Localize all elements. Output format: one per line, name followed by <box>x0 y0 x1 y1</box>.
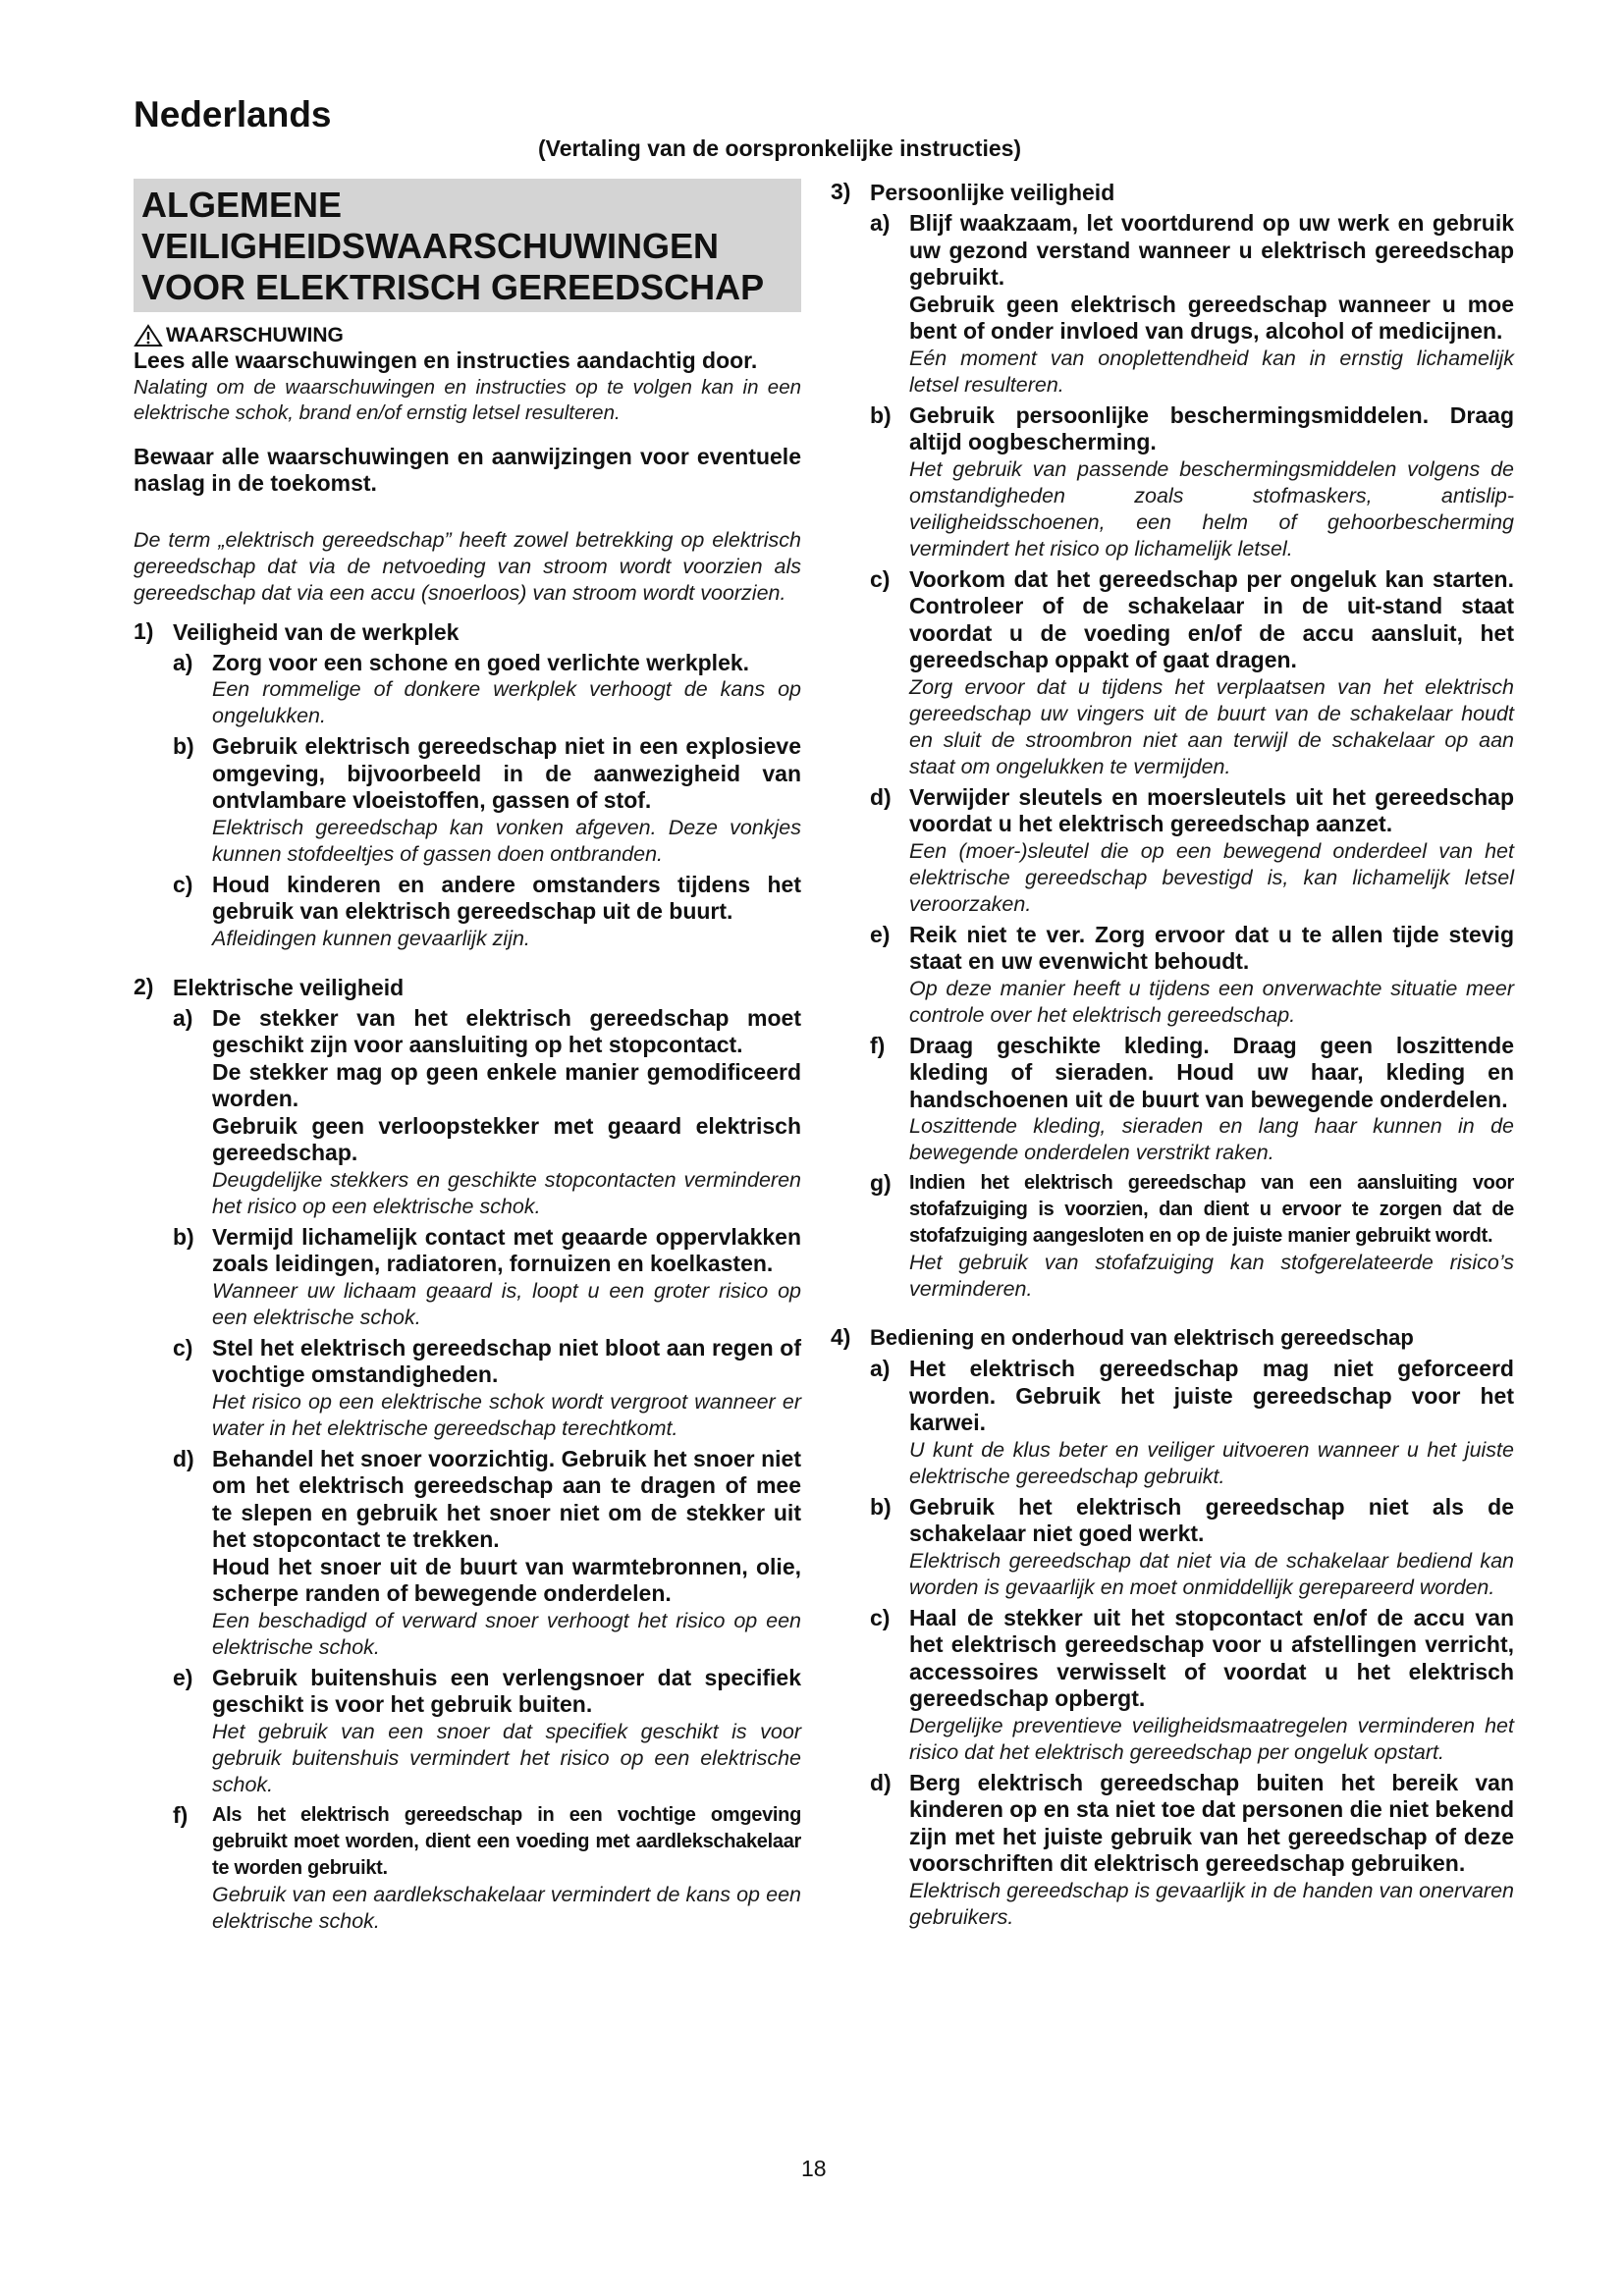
section-title: Persoonlijke veiligheid <box>870 180 1115 205</box>
section-number: 1) <box>134 617 154 644</box>
list-item: e) Gebruik buitenshuis een verlengsnoer dat specifiek geschikt is voor het gebruik buiten. Het gebruik van een snoer dat specifiek geschikt is voor gebruik buitenshuis vermindert het risico op een elektrische schok. <box>173 1664 801 1796</box>
list-item: f) Als het elektrisch gereedschap in een vochtige omgeving gebruikt moet worden, dient een voeding met aardlekschakelaar te worden gebruikt. Gebruik van een aardlekschakelaar vermindert de kans op een elektrische schok. <box>173 1801 801 1933</box>
section-title: Veiligheid van de werkplek <box>173 618 460 645</box>
section-title: Bediening en onderhoud van elektrisch gereedschap <box>870 1325 1414 1350</box>
section-4 <box>831 1324 1514 1352</box>
section-number: 2) <box>134 973 154 999</box>
section-1 <box>134 618 801 646</box>
section-title: Elektrische veiligheid <box>173 974 405 1000</box>
list-item: a) Het elektrisch gereedschap mag niet geforceerd worden. Gebruik het juiste gereedschap voor het karwei. U kunt de klus beter en veiliger uitvoeren wanneer u het juiste elektrische gereedschap gebruikt. <box>870 1356 1514 1488</box>
list-item: b) Gebruik persoonlijke beschermingsmiddelen. Draag altijd oogbescherming. Het gebruik van passende beschermingsmiddelen volgens de omstandigheden zoals stofmaskers, antislip-veiligheidsschoenen, een helm of gehoorbescherming vermindert het risico op lichamelijk letsel. <box>870 401 1514 561</box>
left-column <box>134 179 801 1935</box>
list-item: c) Stel het elektrisch gereedschap niet bloot aan regen of vochtige omstandigheden. Het risico op een elektrische schok wordt vergroot wanneer er water in het elektrische gereedschap terechtkomt. <box>173 1334 801 1440</box>
translation-subtitle: (Vertaling van de oorspronkelijke instructies) <box>538 135 1022 161</box>
intro-read-all: Lees alle waarschuwingen en instructies aandachtig door. <box>134 347 758 373</box>
warning-header <box>134 324 801 347</box>
list-item: a) Blijf waakzaam, let voortdurend op uw werk en gebruik uw gezond verstand wanneer u elektrisch gereedschap gebruikt. Gebruik geen elektrisch gereedschap wanneer u moe bent of onder invloed van drugs, alcohol of medicijnen. Eén moment van onoplettendheid kan in ernstig lichamelijk letsel resulteren. <box>870 210 1514 397</box>
list-item: d) Berg elektrisch gereedschap buiten het bereik van kinderen op en sta niet toe dat personen die niet bekend zijn met het juiste gebruik van het gereedschap of deze voorschriften dit elektrisch gereedschap gebruiken. Elektrisch gereedschap is gevaarlijk in de handen van onervaren gebruikers. <box>870 1769 1515 1929</box>
list-item: c) Haal de stekker uit het stopcontact en/of de accu van het elektrisch gereedschap voor u afstellingen verricht, accessoires verwisselt of voordat u het elektrisch gereedschap opbergt. Dergelijke preventieve veiligheidsmaatregelen verminderen het risico dat het elektrisch gereedschap per ongeluk opstart. <box>870 1604 1514 1764</box>
list-item: f) Draag geschikte kleding. Draag geen loszittende kleding of sieraden. Houd uw haar, kleding en handschoenen uit de buurt van bewegende onderdelen. Loszittende kleding, sieraden en lang haar kunnen in de bewegende onderdelen verstrikt raken. <box>870 1032 1514 1164</box>
section-2 <box>134 974 801 1001</box>
intro-term: De term „elektrisch gereedschap” heeft zowel betrekking op elektrisch gereedschap dat via de netvoeding van stroom wordt voorzien als gereedschap dat via een accu (snoerloos) van stroom wordt voorzien. <box>134 527 801 605</box>
list-item: c) Houd kinderen en andere omstanders tijdens het gebruik van elektrisch gereedschap uit de buurt. Afleidingen kunnen gevaarlijk zijn. <box>173 871 801 950</box>
list-item: b) Gebruik het elektrisch gereedschap niet als de schakelaar niet goed werkt. Elektrisch gereedschap dat niet via de schakelaar bediend kan worden is gevaarlijk en moet onmiddellijk gerepareerd worden. <box>870 1493 1514 1599</box>
intro-keep: Bewaar alle waarschuwingen en aanwijzingen voor eventuele naslag in de toekomst. <box>134 443 801 496</box>
list-item: c) Voorkom dat het gereedschap per ongeluk kan starten. Controleer of de schakelaar in de uit-stand staat voordat u de voeding en/of de accu aansluit, het gereedschap oppakt of gaat dragen. Zorg ervoor dat u tijdens het verplaatsen van het elektrisch gereedschap uw vingers uit de buurt van de schakelaar houdt en sluit de stroombron niet aan terwijl de schakelaar op aan staat om ongelukken te vermijden. <box>870 565 1514 778</box>
list-item: b) Vermijd lichamelijk contact met geaarde oppervlakken zoals leidingen, radiatoren, fornuizen en koelkasten. Wanneer uw lichaam geaard is, loopt u een groter risico op een elektrische schok. <box>173 1223 801 1329</box>
list-item: d) Behandel het snoer voorzichtig. Gebruik het snoer niet om het elektrisch gereedschap aan te dragen of mee te slepen en gebruik het snoer niet om de stekker uit het stopcontact te trekken. Houd het snoer uit de buurt van warmtebronnen, olie, scherpe randen of bewegende onderdelen. Een beschadigd of verward snoer verhoogt het risico op een elektrische schok. <box>173 1445 801 1659</box>
section-number: 3) <box>831 179 851 204</box>
list-item: g) Indien het elektrisch gereedschap van een aansluiting voor stofafzuiging is voorzien, dan dient u ervoor te zorgen dat de stofafzuiging aangesloten en op de juiste manier gebruikt wordt. Het gebruik van stofafzuiging kan stofgerelateerde risico’s verminderen. <box>870 1170 1514 1301</box>
section-3 <box>831 179 1514 206</box>
list-item: b) Gebruik elektrisch gereedschap niet in een explosieve omgeving, bijvoorbeeld in de aanwezigheid van ontvlambare vloeistoffen, gassen of stof. Elektrisch gereedschap kan vonken afgeven. Deze vonkjes kunnen stofdeeltjes of gassen doen ontbranden. <box>173 733 801 866</box>
warning-label: WAARSCHUWING <box>166 324 344 347</box>
list-item: a) Zorg voor een schone en goed verlichte werkplek. Een rommelige of donkere werkplek verhoogt de kans op ongelukken. <box>173 649 801 727</box>
language-title: Nederlands <box>134 94 332 134</box>
list-item: e) Reik niet te ver. Zorg ervoor dat u te allen tijde stevig staat en uw evenwicht behoudt. Op deze manier heeft u tijdens een onverwachte situatie meer controle over het elektrisch gereedschap. <box>870 921 1514 1027</box>
intro-read-all-note: Nalating om de waarschuwingen en instructies op te volgen kan in een elektrische schok, brand en/of ernstig letsel resulteren. <box>134 375 801 424</box>
list-item: a) De stekker van het elektrisch gereedschap moet geschikt zijn voor aansluiting op het stopcontact. De stekker mag op geen enkele manier gemodificeerd worden. Gebruik geen verloopstekker met geaard elektrisch gereedschap. Deugdelijke stekkers en geschikte stopcontacten verminderen het risico op een elektrische schok. <box>173 1004 801 1218</box>
list-item: d) Verwijder sleutels en moersleutels uit het gereedschap voordat u het elektrisch gereedschap aanzet. Een (moer-)sleutel die op een bewegend onderdeel van het elektrische gereedschap bevestigd is, kan lichamelijk letsel veroorzaken. <box>870 783 1514 916</box>
right-column <box>831 175 1514 1931</box>
warning-triangle-icon <box>134 324 163 347</box>
page-number: 18 <box>801 2156 827 2181</box>
section-number: 4) <box>831 1324 851 1350</box>
section-heading: ALGEMENE VEILIGHEIDSWAARSCHUWINGEN VOOR ELEKTRISCH GEREEDSCHAP <box>134 179 801 312</box>
